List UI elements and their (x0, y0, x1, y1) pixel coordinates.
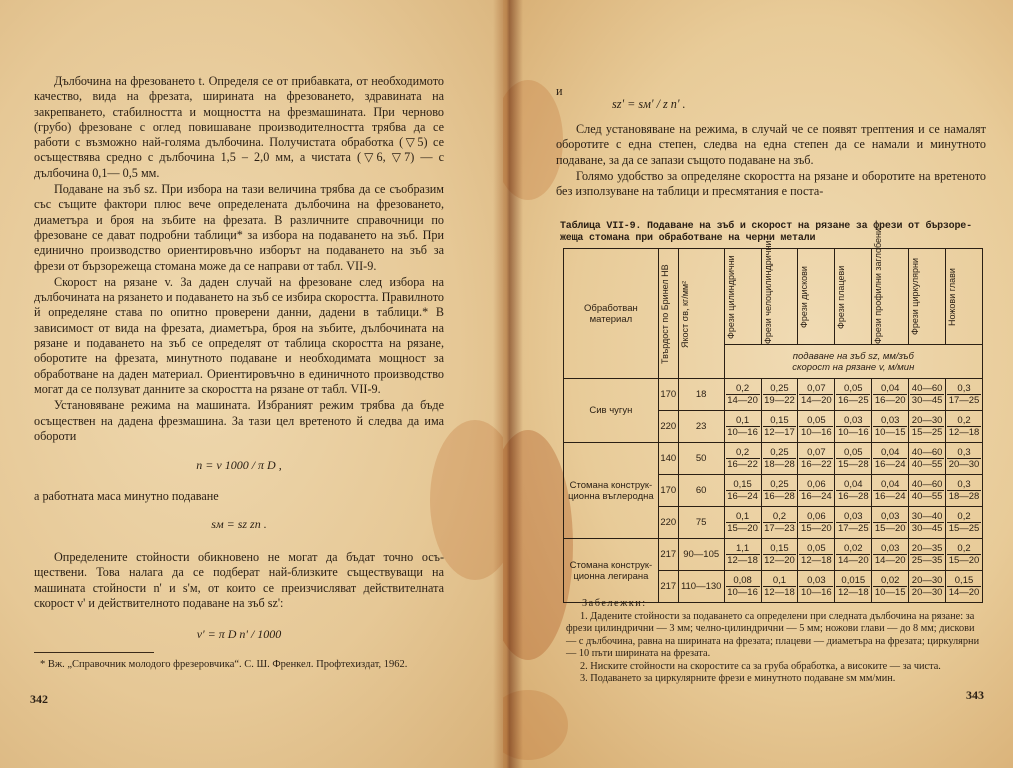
feed-value: 0,02 (836, 543, 870, 555)
speed-value: 16—25 (837, 395, 869, 406)
feed-value: 0,03 (873, 511, 907, 523)
speed-value: 10—16 (837, 427, 869, 438)
feed-value: 0,015 (836, 575, 870, 587)
feed-value: 0,07 (799, 447, 833, 459)
value-cell (946, 411, 983, 443)
paragraph-depth: Дълбочина на фрезоването t. Определя се от прибавката, от необходимото качество, вида на фрезата, ширината на фрезоването, здравината на закрепването, стабилността и мощността на фрезмашината. При черново (грубо) фрезоване с оглед повишаване производителността трябва да се работи с възможно най-голяма дълбочина. Получистата обработка (▽5) се осъществява средно с дълбочина 1,5 – 2,0 мм, а чистата (▽6, ▽7) — с дълбочина 0,1— 0,5 мм. (34, 74, 444, 180)
feed-value: 0,15 (726, 479, 760, 491)
footnote: * Вж. „Справочник молодого фрезеровчика“. С. Ш. Френкел. Профтехиздат, 1962. (40, 659, 408, 670)
hardness-cell: 217 (658, 539, 678, 571)
feed-value: 1,1 (726, 543, 760, 555)
value-cell (872, 379, 909, 411)
table-caption: Таблица VII-9. Подаване на зъб и скорост на рязане за фрези от бързорежеща стомана при обработване на черни метали (560, 221, 973, 244)
strength-cell: 110—130 (678, 571, 724, 603)
value-cell (872, 507, 909, 539)
speed-value: 12—18 (837, 587, 869, 598)
value-cell (798, 411, 835, 443)
feed-value: 0,04 (873, 479, 907, 491)
value-cell (798, 539, 835, 571)
strength-cell: 50 (678, 443, 724, 475)
speed-value: 40—55 (911, 491, 943, 502)
value-cell (872, 539, 909, 571)
feed-value: 0,25 (763, 479, 797, 491)
speed-value: 10—16 (801, 427, 832, 438)
strength-cell: 23 (678, 411, 724, 443)
note-item: 1. Дадените стойности за подаването са определени при следната дълбочина на рязане: за фрези цилиндрични — 3 мм; челно-цилиндрични — 5 мм; ножови глави — до 8 мм; дискови — с дълбочина, равна на ширината на фрезата; плацеви — диаметъра на фрезата; циркулярни — 10 пъти ширината на фрезата. (566, 610, 980, 659)
speed-value: 16—28 (837, 491, 869, 502)
speed-value: 15—20 (801, 523, 832, 534)
value-cell (946, 443, 983, 475)
feed-value: 20—30 (911, 415, 943, 426)
speed-value: 16—28 (764, 491, 795, 502)
value-cell (835, 443, 872, 475)
value-cell (835, 379, 872, 411)
value-cell (798, 379, 835, 411)
feed-value: 0,06 (799, 511, 833, 523)
speed-value: 20—30 (911, 587, 943, 598)
feed-value: 40—60 (911, 447, 943, 458)
strength-cell: 75 (678, 507, 724, 539)
speed-value: 15—28 (837, 459, 869, 470)
value-cell (946, 539, 983, 571)
table-notes (566, 598, 986, 686)
feed-value: 0,03 (836, 415, 870, 427)
feed-value: 0,1 (763, 575, 797, 587)
feed-value: 0,2 (947, 511, 981, 523)
value-cell (835, 539, 872, 571)
value-cell (835, 411, 872, 443)
feed-value: 0,03 (836, 511, 870, 523)
speed-value: 12—18 (948, 427, 980, 438)
feed-value: 0,2 (726, 447, 760, 459)
formula-rpm: n = v 1000 / π D , (196, 458, 282, 473)
feed-value: 0,05 (799, 415, 833, 427)
table-row (564, 539, 983, 571)
speed-value: 16—24 (874, 459, 906, 470)
paragraph-speed: Скорост на рязане v. За даден случай на фрезоване след избора на дълбочината на рязането и подаването на зъб се избира скоростта. Правилното й определяне става по опитно проверени данни, дадени в таблици.* В зависимост от вида на фрезата, диаметъра, броя на зъбите, дълбочината на рязане и подаването на зъб се определят от таблица скоростта на рязане, оборотите на фрезата, минутното подаване и необходимата мощност за обработване на даден материал. Ориентировъчно в единичното производство могат да се ползуват данните за скоростта на рязане от табл. VII-9. (34, 274, 444, 396)
value-cell (724, 475, 761, 507)
left-body-text (34, 74, 444, 643)
speed-value: 17—23 (764, 523, 795, 534)
speed-value: 15—20 (874, 523, 906, 534)
note-item: 2. Ниските стойности на скоростите са за груба обработка, а високите — за чиста. (580, 660, 941, 672)
value-cell (909, 379, 946, 411)
feed-value: 0,25 (763, 383, 797, 395)
value-cell (909, 539, 946, 571)
speed-value: 16—24 (727, 491, 758, 502)
feed-value: 0,15 (763, 415, 797, 427)
note-item: 3. Подаването за циркулярните фрези е минутното подаване sм мм/мин. (580, 673, 896, 684)
feed-value: 20—30 (911, 575, 943, 586)
value-cell (761, 379, 798, 411)
strength-cell: 18 (678, 379, 724, 411)
feed-value: 0,08 (726, 575, 760, 587)
speed-value: 14—20 (801, 395, 832, 406)
feed-value: 0,05 (836, 383, 870, 395)
units-subheader: подаване на зъб sz, мм/зъб скорост на рязане v, м/мин (724, 345, 982, 379)
value-cell (946, 379, 983, 411)
value-cell (798, 475, 835, 507)
and-word: и (556, 84, 563, 98)
col-cutter-header: Фрези плацеви (835, 249, 872, 345)
speed-value: 14—20 (874, 555, 906, 566)
speed-value: 10—16 (727, 427, 758, 438)
speed-value: 19—22 (764, 395, 795, 406)
footnote-rule (34, 652, 154, 653)
page-number-right: 343 (966, 688, 984, 702)
speed-value: 14—20 (948, 587, 980, 598)
value-cell (724, 411, 761, 443)
feed-value: 0,04 (836, 479, 870, 491)
value-cell (724, 443, 761, 475)
value-cell (761, 475, 798, 507)
speed-value: 10—15 (874, 587, 906, 598)
feed-value: 0,3 (947, 479, 981, 491)
feed-value: 0,3 (947, 447, 981, 459)
value-cell (798, 507, 835, 539)
material-cell: Стомана конструкционна легирана (564, 539, 659, 603)
speed-value: 20—30 (948, 459, 980, 470)
table-header-row (564, 249, 983, 345)
speed-value: 12—18 (727, 555, 758, 566)
feed-value: 0,02 (873, 575, 907, 587)
value-cell (724, 507, 761, 539)
col-cutter-header: Фрези профилни заглобени (872, 249, 909, 345)
paragraph-vibration: След установяване на режима, в случай че се появят трептения и се намалят оборотите с една степен, следва на една степен да се намали и минутното подаване, за да се запази същото подаване на зъб. (556, 122, 986, 167)
value-cell (724, 539, 761, 571)
speed-value: 12—20 (764, 555, 795, 566)
feed-value: 0,05 (799, 543, 833, 555)
feed-value: 0,2 (726, 383, 760, 395)
speed-value: 18—28 (948, 491, 980, 502)
speed-value: 10—16 (801, 587, 832, 598)
hardness-cell: 220 (658, 411, 678, 443)
paragraph-table-feed: а работната маса минутно подаване (34, 489, 219, 504)
speed-value: 17—25 (948, 395, 980, 406)
speed-value: 15—25 (911, 427, 943, 438)
feed-value: 0,3 (947, 383, 981, 395)
speed-value: 14—20 (727, 395, 758, 406)
feed-value: 0,03 (873, 415, 907, 427)
speed-value: 16—24 (801, 491, 832, 502)
col-cutter-header: Ножови глави (946, 249, 983, 345)
feed-value: 0,03 (799, 575, 833, 587)
col-strength-header: Якост σв, кг/мм² (678, 249, 724, 379)
col-cutter-header: Фрези челоцилиндрични (761, 249, 798, 345)
table-row (564, 443, 983, 475)
paragraph-machine-setup: Установяване режима на машината. Избраният режим трябва да бъде осъществен на дадена фрезмашина. За тази цел вретеното й следва да има обороти (34, 398, 444, 443)
feed-value: 0,04 (873, 447, 907, 459)
value-cell (909, 443, 946, 475)
notes-heading: Забележки: (582, 598, 647, 609)
formula-actual-feed: sz' = sм' / z n' . (612, 97, 686, 111)
feed-value: 20—35 (911, 543, 943, 554)
feed-value: 0,15 (763, 543, 797, 555)
value-cell (761, 539, 798, 571)
paragraph-actual-values: Определените стойности обикновено не могат да бъдат точно осъществени. Това налага да се подберат най-близките съществуващи на машината стойности n' и s'м, от които се преизчисляват действителната скорост v' и действителното подаване на зъб sz': (34, 550, 444, 610)
speed-value: 16—22 (727, 459, 758, 470)
feed-value: 0,03 (873, 543, 907, 555)
feed-value: 30—40 (911, 511, 943, 522)
formula-minute-feed: sм = sz zn . (211, 516, 267, 531)
speed-value: 15—20 (727, 523, 758, 534)
speed-value: 40—55 (911, 459, 943, 470)
speed-value: 17—25 (837, 523, 869, 534)
speed-value: 30—45 (911, 523, 943, 534)
hardness-cell: 220 (658, 507, 678, 539)
material-cell: Стомана конструкционна въглеродна (564, 443, 659, 539)
speed-value: 18—28 (764, 459, 795, 470)
col-cutter-header: Фрези дискови (798, 249, 835, 345)
speed-value: 16—20 (874, 395, 906, 406)
col-hardness-header: Твърдост по Бринел HB (658, 249, 678, 379)
value-cell (872, 411, 909, 443)
speed-value: 30—45 (911, 395, 943, 406)
speed-value: 12—18 (764, 587, 795, 598)
page-number-left: 342 (30, 692, 48, 706)
speed-value: 16—22 (801, 459, 832, 470)
value-cell (909, 507, 946, 539)
feed-value: 0,2 (947, 543, 981, 555)
col-cutter-header: Фрези циркулярни (909, 249, 946, 345)
value-cell (872, 443, 909, 475)
strength-cell: 90—105 (678, 539, 724, 571)
feed-value: 0,04 (873, 383, 907, 395)
speed-value: 10—15 (874, 427, 906, 438)
col-material-header: Обработван материал (564, 249, 659, 379)
feed-value: 0,1 (726, 511, 760, 523)
value-cell (761, 411, 798, 443)
material-cell: Сив чугун (564, 379, 659, 443)
value-cell (946, 475, 983, 507)
feed-value: 0,05 (836, 447, 870, 459)
hardness-cell: 217 (658, 571, 678, 603)
value-cell (761, 507, 798, 539)
feed-value: 0,15 (947, 575, 981, 587)
feed-value: 0,06 (799, 479, 833, 491)
left-page (0, 0, 503, 768)
hardness-cell: 140 (658, 443, 678, 475)
value-cell (872, 475, 909, 507)
paragraph-feed: Подаване на зъб sz. При избора на тази величина трябва да се съобразим със същите фактори плюс вече определената дълбочина на фрезоването, диаметъра и броя на зъбите на фрезата. В различните справочници по фрезоване се дават подробни таблици* за избора на подаването на зъб. При единично производство ориентировъчно изборът на подаването на зъб за фрези от бързорежеща стомана може да се направи от табл. VII-9. (34, 182, 444, 273)
value-cell (724, 379, 761, 411)
speed-value: 16—24 (874, 491, 906, 502)
feed-value: 0,07 (799, 383, 833, 395)
strength-cell: 60 (678, 475, 724, 507)
speed-value: 15—20 (948, 555, 980, 566)
col-cutter-header: Фрези цилиндрични (724, 249, 761, 345)
speed-value: 15—25 (948, 523, 980, 534)
value-cell (761, 443, 798, 475)
paragraph-convenience: Голямо удобство за определяне скоростта на рязане и оборотите на вретеното без използуване на таблици и пресмятания е поста- (556, 168, 986, 199)
book-gutter (493, 0, 523, 768)
hardness-cell: 170 (658, 379, 678, 411)
value-cell (909, 411, 946, 443)
value-cell (798, 443, 835, 475)
table-body (564, 379, 983, 603)
hardness-cell: 170 (658, 475, 678, 507)
speed-value: 25—35 (911, 555, 943, 566)
right-body-text (556, 122, 986, 200)
value-cell (835, 507, 872, 539)
formula-actual-speed: v' = π D n' / 1000 (196, 627, 282, 642)
speed-value: 12—18 (801, 555, 832, 566)
feed-value: 0,1 (726, 415, 760, 427)
feed-value: 0,2 (763, 511, 797, 523)
feed-value: 40—60 (911, 479, 943, 490)
feed-value: 40—60 (911, 383, 943, 394)
speed-value: 12—17 (764, 427, 795, 438)
value-cell (835, 475, 872, 507)
feed-value: 0,25 (763, 447, 797, 459)
table-row (564, 379, 983, 411)
value-cell (946, 507, 983, 539)
speed-value: 10—16 (727, 587, 758, 598)
feed-value: 0,2 (947, 415, 981, 427)
speed-value: 14—20 (837, 555, 869, 566)
value-cell (909, 475, 946, 507)
